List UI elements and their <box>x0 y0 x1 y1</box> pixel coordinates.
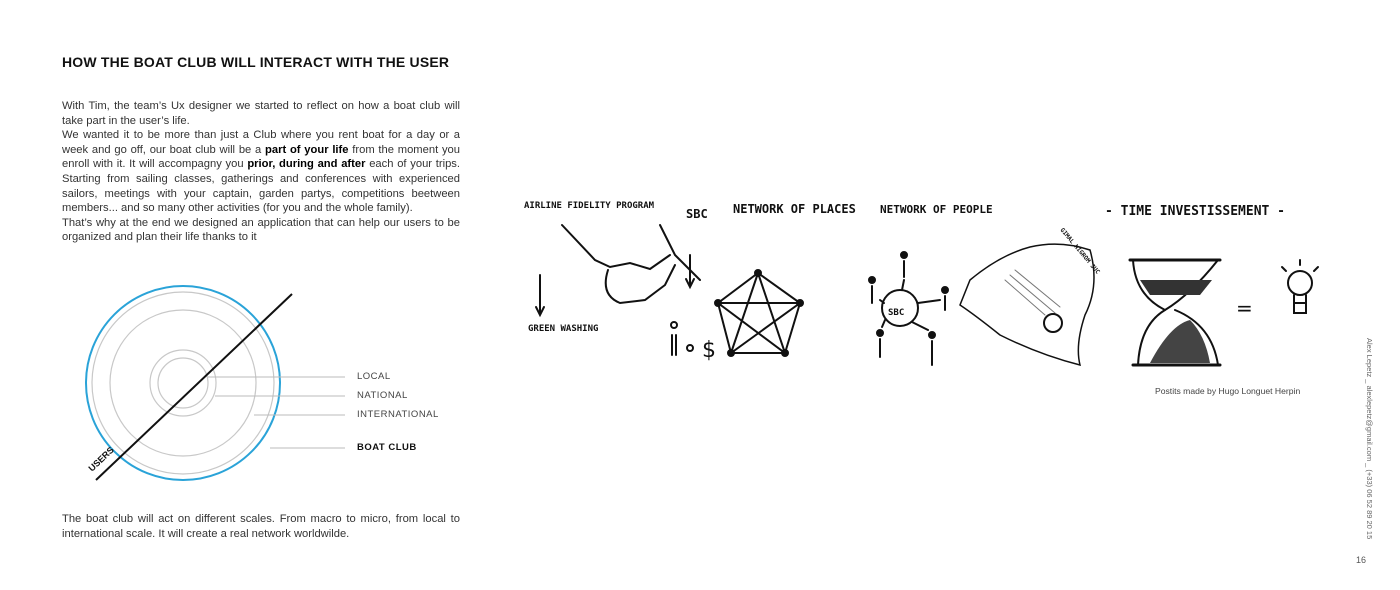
sketch-caption: Postits made by Hugo Longuet Herpin <box>1155 386 1301 396</box>
outer-ring <box>92 292 274 474</box>
network-places-graph <box>715 270 803 356</box>
page-title: HOW THE BOAT CLUB WILL INTERACT WITH THE USER <box>62 54 450 70</box>
intro-paragraph-1: With Tim, the team’s Ux designer we started to reflect on how a boat club will take part in the user’s life. <box>62 100 460 127</box>
users-axis <box>96 294 292 480</box>
author-contact <box>1365 338 1384 558</box>
handshake-arm-right <box>660 225 700 280</box>
sketch-network-places: NETWORK OF PLACES <box>733 202 856 216</box>
emphasis-part-of-life: part of your life <box>265 143 349 156</box>
handshake-arm-left <box>562 225 670 269</box>
coin-icon <box>687 345 693 351</box>
sketch-network-people: NETWORK OF PEOPLE <box>880 203 993 216</box>
international-circle <box>110 310 256 456</box>
postit-sketches <box>500 185 1350 375</box>
lightbulb-icon <box>1282 260 1318 313</box>
equals-icon: = <box>1236 296 1253 320</box>
outro-text: The boat club will act on different scales. From macro to micro, from local to international scale. It will create a real network worldwilde. <box>62 513 460 540</box>
sketch-time-label: - TIME INVESTISSEMENT - <box>1105 204 1286 219</box>
sketch-airline-label: AIRLINE FIDELITY PROGRAM <box>524 201 655 211</box>
intro-paragraph-2: We wanted it to be more than just a Club where you rent boat for a day or a week and go off, our boat club will be a part of your life from the moment you enroll with it. It will accompagny you prior, during and after each of your trips. Starting from sailing classes, gatherings and conferences with experienced sailors, meetings with your captain, garden partys, competitions beetween members... and so many other activities (for you and the whole family). <box>62 129 461 215</box>
author-contact-text: Alex Lepetz _ alexlepetz@gmail.com _ (+33) 06 52 89 20 15 <box>1365 338 1374 540</box>
label-local: LOCAL <box>357 371 391 382</box>
scales-diagram <box>60 280 380 495</box>
label-international: INTERNATIONAL <box>357 409 439 420</box>
national-circle <box>150 350 216 416</box>
emphasis-prior-during-after: prior, during and after <box>247 158 366 171</box>
dollar-icon: $ <box>702 338 716 363</box>
intro-paragraph-3: That’s why at the end we designed an application that can help our users to be organized and plan their life thanks to it <box>62 216 460 244</box>
intro-text <box>62 99 460 245</box>
hourglass-icon <box>1130 260 1220 365</box>
handshake-hands <box>606 265 675 303</box>
label-national: NATIONAL <box>357 390 408 401</box>
users-axis-label: USERS <box>86 444 116 474</box>
person-icon <box>671 322 677 328</box>
page-number: 16 <box>1356 555 1367 565</box>
sketch-document-label: GIMAL NIGROM JUC <box>1058 226 1101 276</box>
sketch-sbc-label: SBC <box>686 207 708 221</box>
sketch-sbc-node: SBC <box>888 308 905 318</box>
sketch-green-label: GREEN WASHING <box>528 324 599 334</box>
label-boat-club: BOAT CLUB <box>357 442 417 453</box>
boat-club-circle <box>86 286 280 480</box>
network-people-graph <box>869 252 948 365</box>
local-circle <box>158 358 208 408</box>
document-sketch <box>960 244 1094 365</box>
